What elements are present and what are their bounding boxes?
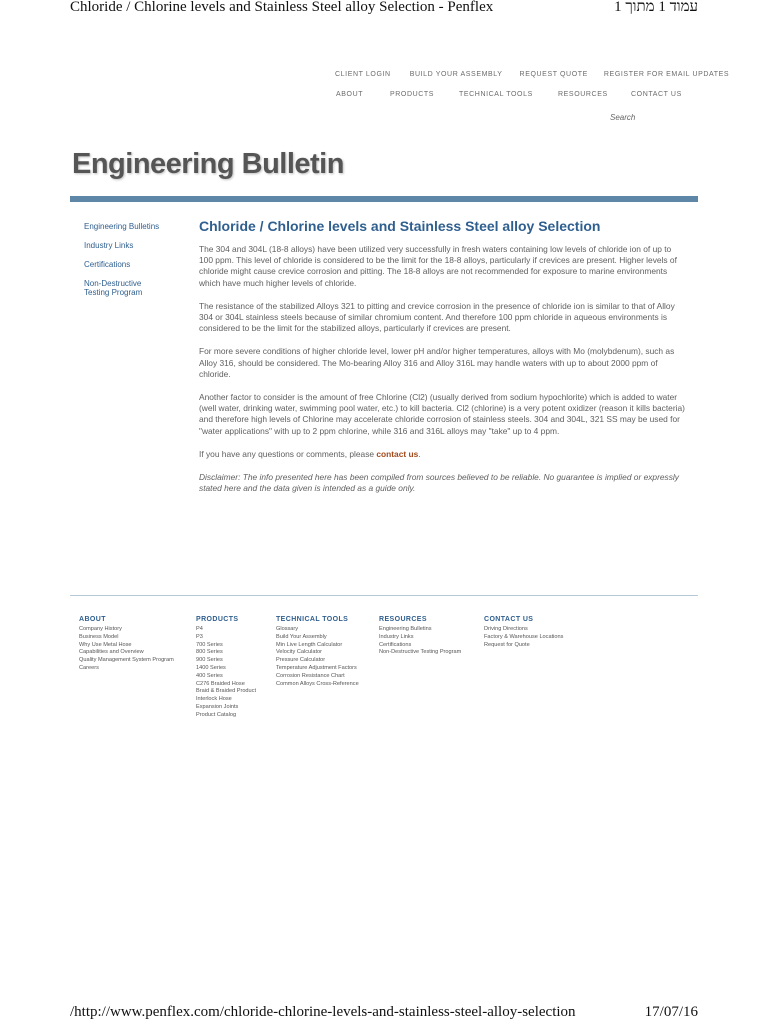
article-paragraph: For more severe conditions of higher chloride level, lower pH and/or higher temperatures, alloys with Mo (molybdenum), such as Alloy 316, should be considered. The Mo-bearing Alloy 316 and Alloy 316L may handle waters with up to about 2000 ppm of chloride.	[199, 346, 675, 379]
footer-link[interactable]: Company History	[79, 626, 122, 632]
footer-link[interactable]: Temperature Adjustment Factors	[276, 664, 357, 671]
footer-column-contact-us	[484, 616, 563, 649]
footer-divider	[70, 595, 698, 596]
article-paragraph: The resistance of the stabilized Alloys 321 to pitting and crevice corrosion in the presence of chloride ion is similar to that of Alloy 304 or 304L stainless steels because of similar chromium content. And therefore 100 ppm chloride in aqueous environments is considered to be the limit for the stabilized alloys, particularly if crevices are present.	[199, 300, 675, 334]
footer-link[interactable]: Min Live Length Calculator	[276, 641, 343, 648]
footer-link[interactable]: Driving Directions	[484, 626, 528, 632]
sidebar-item-engineering-bulletins[interactable]: Engineering Bulletins	[84, 222, 160, 231]
footer-column-technical-tools	[276, 616, 359, 688]
search-input[interactable]: Search	[610, 113, 636, 122]
page-banner-title: Engineering Bulletin	[72, 148, 344, 180]
footer-link[interactable]: Factory & Warehouse Locations	[484, 633, 564, 640]
footer-link[interactable]: 800 Series	[196, 649, 223, 656]
print-header-title: Chloride / Chlorine levels and Stainless Steel alloy Selection - Penflex	[70, 0, 494, 15]
footer-link[interactable]: Build Your Assembly	[276, 633, 327, 640]
footer-link[interactable]: Industry Links	[379, 633, 414, 640]
footer-link[interactable]: Common Alloys Cross-Reference	[276, 680, 359, 687]
footer-heading[interactable]: CONTACT US	[484, 616, 534, 623]
print-footer-date: 17/07/16	[644, 1004, 698, 1020]
footer-link[interactable]: Glossary	[276, 626, 299, 632]
footer-link[interactable]: 400 Series	[196, 672, 223, 679]
footer-link[interactable]: 1400 Series	[196, 664, 226, 671]
nav-resources[interactable]: RESOURCES	[558, 91, 608, 98]
footer-link[interactable]: Product Catalog	[196, 711, 237, 718]
contact-us-link[interactable]: contact us	[376, 448, 419, 459]
article-paragraph: Another factor to consider is the amount of free Chlorine (Cl2) (usually derived from sodium hypochlorite) which is added to water (well water, drinking water, swimming pool water, etc.) to kill bacteria. Cl2 (chlorine) is a very potent oxidizer (reason it kills bacteria) and therefore high levels of Chlorine may accelerate chloride corrosion of stainless steels. 304 and 304L, 321 SS may be used for "water applications" with up to 2 ppm chlorine, while 316 and 316L alloys may "take" up to 4 ppm.	[199, 392, 685, 436]
nav-about[interactable]: ABOUT	[336, 91, 364, 98]
footer-heading[interactable]: PRODUCTS	[196, 616, 239, 623]
request-quote-link[interactable]: REQUEST QUOTE	[519, 71, 588, 78]
contact-prefix: If you have any questions or comments, please	[199, 448, 377, 459]
contact-paragraph	[199, 449, 687, 460]
footer-column-resources	[379, 616, 461, 657]
nav-contact-us[interactable]: CONTACT US	[631, 91, 682, 98]
disclaimer: Disclaimer: The info presented here has been compiled from sources believed to be reliable. No guarantee is implied or expressly stated here and the data given is intended as a guide only.	[199, 472, 679, 494]
sidebar-item-certifications[interactable]: Certifications	[84, 260, 131, 269]
article-paragraph: The 304 and 304L (18-8 alloys) have been utilized very successfully in fresh waters containing low levels of chloride ion of up to 100 ppm. This level of chloride is considered to be the limit for the 18-8 alloys, particularly if crevices are present. Higher levels of chloride might cause crevice corrosion and pitting. The 18-8 alloys are not recommended for exposure to marine environments which have much higher levels of chloride.	[199, 244, 677, 288]
footer-link[interactable]: Pressure Calculator	[276, 657, 326, 664]
footer-column-products	[196, 616, 256, 720]
banner-divider	[70, 196, 698, 202]
footer-link[interactable]: Quality Management System Program	[79, 657, 174, 664]
footer-link[interactable]: Request for Quote	[484, 641, 530, 648]
footer-link[interactable]: Capabilities and Overview	[79, 649, 144, 656]
sidebar	[84, 222, 184, 307]
print-header-page-number: עמוד 1 מתוך 1	[614, 0, 698, 15]
footer-link[interactable]: Certifications	[379, 641, 412, 648]
footer-link[interactable]: Engineering Bulletins	[379, 626, 432, 632]
footer-link[interactable]: P3	[196, 633, 203, 640]
register-email-updates-link[interactable]: REGISTER FOR EMAIL UPDATES	[603, 71, 730, 78]
contact-suffix: .	[418, 448, 421, 459]
footer-heading[interactable]: RESOURCES	[379, 616, 427, 623]
footer-link[interactable]: 700 Series	[196, 641, 223, 648]
client-login-link[interactable]: CLIENT LOGIN	[335, 71, 391, 78]
print-footer-url: /http://www.penflex.com/chloride-chlorine-levels-and-stainless-steel-alloy-selection	[70, 1004, 576, 1020]
footer-heading[interactable]: TECHNICAL TOOLS	[276, 616, 349, 623]
footer-link[interactable]: Business Model	[79, 633, 119, 640]
sidebar-item-industry-links[interactable]: Industry Links	[84, 241, 134, 250]
article-title: Chloride / Chlorine levels and Stainless Steel alloy Selection	[199, 218, 601, 234]
footer-link[interactable]: Braid & Braided Product	[196, 688, 257, 695]
sidebar-item-ndt-program[interactable]: Non-Destructive Testing Program	[84, 279, 143, 297]
article	[199, 218, 687, 506]
footer-link[interactable]: Careers	[79, 664, 99, 671]
utility-nav	[335, 71, 729, 78]
nav-products[interactable]: PRODUCTS	[390, 91, 435, 98]
footer-link[interactable]: 900 Series	[196, 657, 223, 664]
footer-link[interactable]: P4	[196, 626, 203, 632]
footer-link[interactable]: C276 Braided Hose	[196, 680, 245, 687]
footer-link[interactable]: Non-Destructive Testing Program	[379, 649, 462, 656]
footer-link[interactable]: Why Use Metal Hose	[79, 641, 132, 648]
footer-column-about	[79, 616, 174, 673]
footer-link[interactable]: Expansion Joints	[196, 703, 239, 710]
build-your-assembly-link[interactable]: BUILD YOUR ASSEMBLY	[409, 71, 503, 78]
footer-link[interactable]: Interlock Hose	[196, 696, 232, 703]
nav-technical-tools[interactable]: TECHNICAL TOOLS	[459, 91, 533, 98]
footer-link[interactable]: Corrosion Resistance Chart	[276, 672, 345, 679]
footer-heading[interactable]: ABOUT	[79, 616, 106, 623]
footer-link[interactable]: Velocity Calculator	[276, 649, 323, 656]
